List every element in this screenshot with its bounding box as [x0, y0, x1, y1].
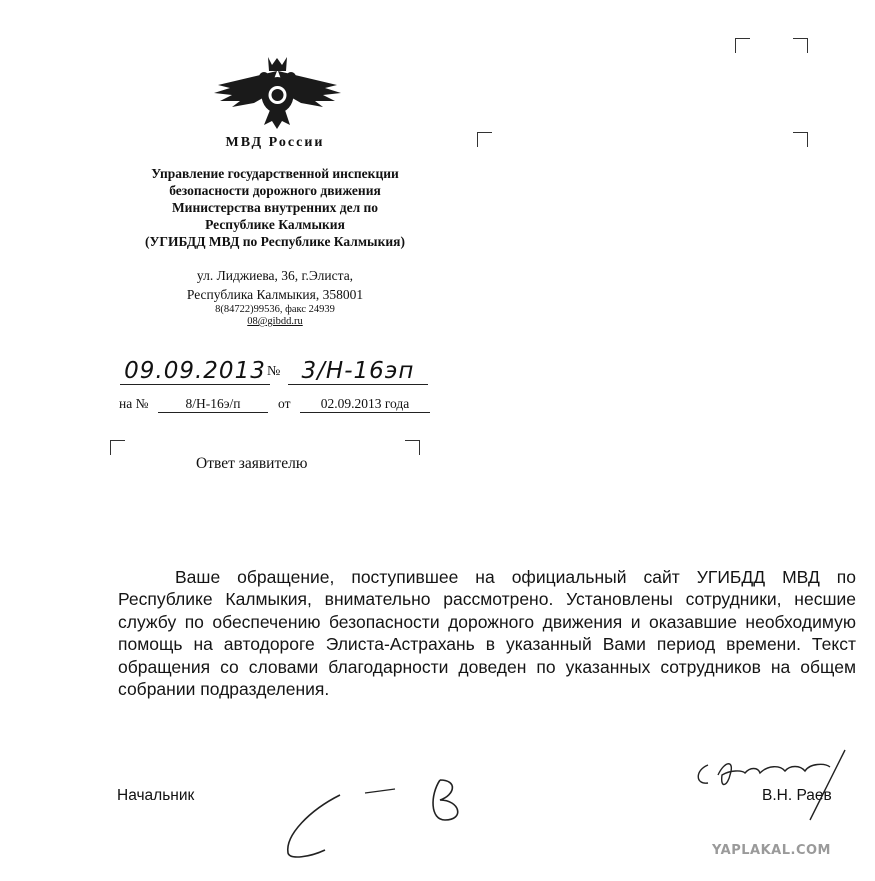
registration-number: 3/Н-16эп — [288, 358, 428, 385]
reference-label: на № — [119, 396, 149, 411]
address-line: ул. Лиджиева, 36, г.Элиста, — [196, 268, 354, 283]
dept-line: безопасности дорожного движения — [169, 183, 381, 198]
reference-date: 02.09.2013 года — [300, 396, 430, 413]
letter-body: Ваше обращение, поступившее на официальный сайт УГИБДД МВД по Республике Калмыкия, внимательно рассмотрено. Установлены сотрудники, несшие службу по обеспечению безопасности дорожного движения и оказавшие необходимую помощь на автодороге Элиста-Астрахань в указанный Вами период времени. Текст обращения со словами благодарности доведен по указанных сотрудников на общем собрании подразделения. — [118, 567, 856, 700]
watermark: YAPLAKAL.COM — [712, 843, 831, 858]
dept-line: Министерства внутренних дел по — [171, 200, 379, 215]
dept-line: Республике Калмыкия — [205, 217, 345, 232]
corner-mark — [735, 38, 750, 53]
department-name — [110, 165, 440, 250]
dept-line: Управление государственной инспекции — [151, 166, 399, 181]
handwritten-signature-icon — [690, 745, 850, 835]
corner-mark — [405, 440, 420, 455]
reference-number: 8/Н-16э/п — [158, 396, 268, 413]
dept-line: (УГИБДД МВД по Республике Калмыкия) — [145, 234, 405, 249]
signatory-name: В.Н. Раев — [762, 787, 832, 804]
addressee: Ответ заявителю — [196, 455, 308, 472]
handwritten-signature-icon — [280, 765, 470, 865]
corner-mark — [477, 132, 492, 147]
phone: 8(84722)99536, факс 24939 — [215, 304, 335, 315]
corner-mark — [793, 38, 808, 53]
reference-from-label: от — [278, 396, 291, 411]
corner-mark — [110, 440, 125, 455]
registration-number-label: № — [267, 364, 281, 379]
eagle-emblem-icon — [210, 55, 345, 130]
corner-mark — [793, 132, 808, 147]
org-name: МВД России — [225, 135, 325, 150]
address-block — [110, 266, 440, 304]
address-line: Республика Калмыкия, 358001 — [186, 287, 364, 302]
registration-date: 09.09.2013 — [120, 358, 270, 385]
email-link[interactable]: 08@gibdd.ru — [247, 316, 303, 327]
signatory-title: Начальник — [117, 787, 195, 804]
